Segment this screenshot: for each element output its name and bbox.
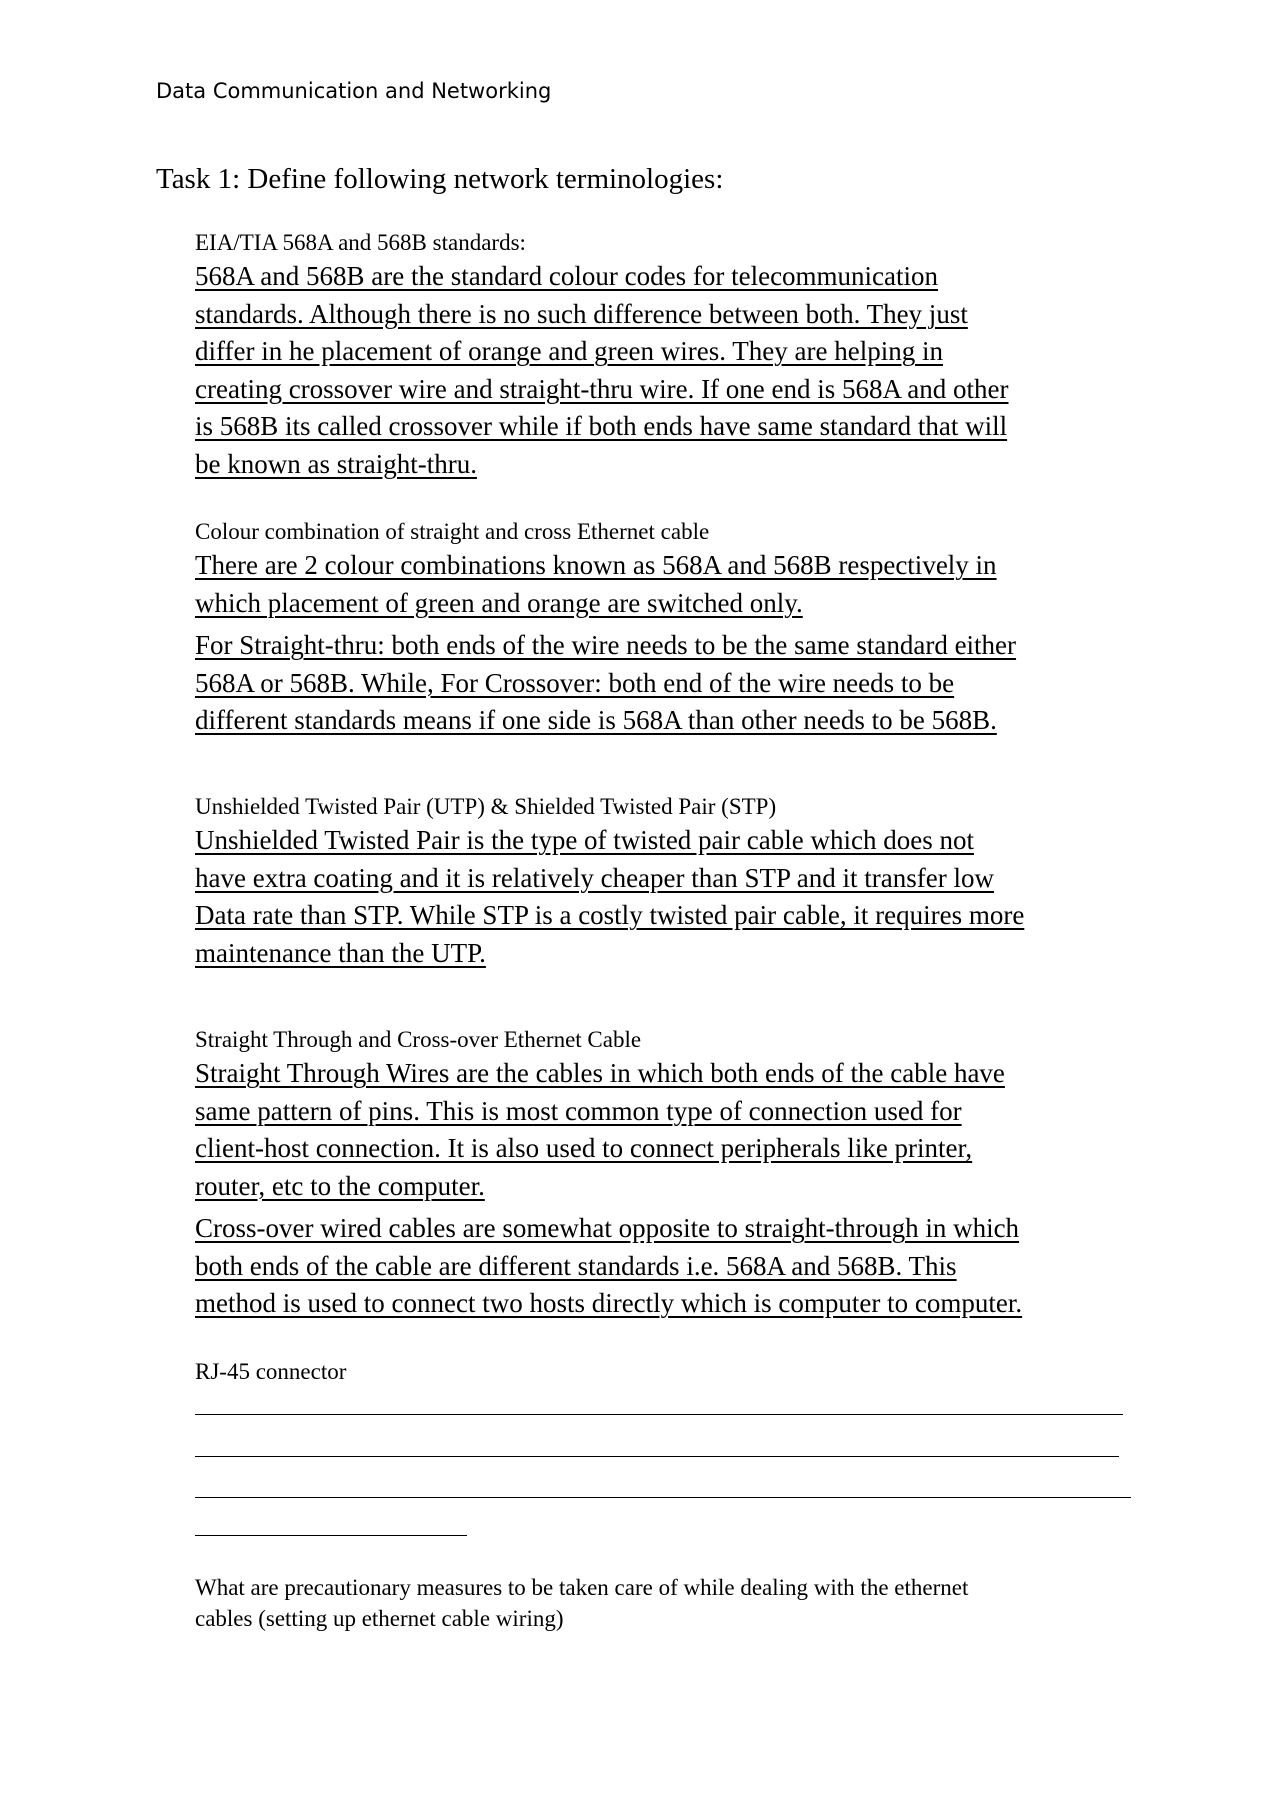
answer-line: is 568B its called crossover while if both ends have same standard that will bbox=[195, 411, 1008, 441]
answer-line: client-host connection. It is also used to connect peripherals like printer, bbox=[195, 1133, 973, 1163]
answer-line: 568A or 568B. While, For Crossover: both end of the wire needs to be bbox=[195, 667, 955, 698]
answer-line: be known as straight-thru. bbox=[195, 448, 477, 479]
answer-line: have extra coating and it is relatively cheaper than STP and it transfer low bbox=[195, 862, 994, 893]
blank-line bbox=[195, 1535, 467, 1536]
section-rj45 bbox=[195, 1357, 1155, 1387]
question-text bbox=[195, 1572, 1155, 1634]
blank-line bbox=[195, 1414, 1123, 1415]
answer-line: same pattern of pins. This is most common type of connection used for bbox=[195, 1095, 962, 1126]
answer-line: Unshielded Twisted Pair is the type of twisted pair cable which does not bbox=[195, 825, 974, 855]
answer-line: There are 2 colour combinations known as 568A and 568B respectively in bbox=[195, 550, 997, 580]
answer-line: router, etc to the computer. bbox=[195, 1170, 485, 1201]
answer-line: standards. Although there is no such difference between both. They just bbox=[195, 298, 968, 329]
answer-line: both ends of the cable are different standards i.e. 568A and 568B. This bbox=[195, 1250, 957, 1281]
answer-line: creating crossover wire and straight-thru wire. If one end is 568A and other bbox=[195, 373, 1009, 404]
section-heading: RJ-45 connector bbox=[195, 1359, 347, 1384]
answer-line: 568A and 568B are the standard colour codes for telecommunication bbox=[195, 261, 939, 291]
section-colour-combination bbox=[195, 517, 1155, 740]
answer-line: Straight Through Wires are the cables in which both ends of the cable have bbox=[195, 1058, 1005, 1088]
answer-line: different standards means if one side is 568A than other needs to be 568B. bbox=[195, 705, 997, 735]
answer-line: maintenance than the UTP. bbox=[195, 937, 486, 968]
question-line: What are precautionary measures to be taken care of while dealing with the ethernet bbox=[195, 1575, 969, 1600]
answer-line: For Straight-thru: both ends of the wire needs to be the same standard either bbox=[195, 630, 1017, 660]
section-utp-stp bbox=[195, 792, 1155, 972]
question-line: cables (setting up ethernet cable wiring) bbox=[195, 1606, 564, 1631]
answer-line: differ in he placement of orange and green wires. They are helping in bbox=[195, 336, 943, 366]
answer-paragraph bbox=[195, 1210, 1155, 1323]
section-heading: Unshielded Twisted Pair (UTP) & Shielded Twisted Pair (STP) bbox=[195, 794, 777, 819]
task-title: Task 1: Define following network terminologies: bbox=[156, 163, 724, 195]
section-568a-568b bbox=[195, 228, 1155, 483]
answer-line: method is used to connect two hosts directly which is computer to computer. bbox=[195, 1288, 1023, 1318]
answer-line: which placement of green and orange are switched only. bbox=[195, 587, 803, 618]
answer-paragraph bbox=[195, 547, 1155, 622]
blank-line bbox=[195, 1497, 1131, 1498]
section-straight-crossover bbox=[195, 1025, 1155, 1323]
page-header: Data Communication and Networking bbox=[156, 79, 552, 103]
blank-line bbox=[195, 1456, 1119, 1457]
section-heading: Colour combination of straight and cross Ethernet cable bbox=[195, 519, 710, 544]
answer-paragraph bbox=[195, 258, 1155, 483]
answer-line: Cross-over wired cables are somewhat opposite to straight-through in which bbox=[195, 1213, 1020, 1243]
answer-paragraph bbox=[195, 1055, 1155, 1205]
section-heading: EIA/TIA 568A and 568B standards: bbox=[195, 230, 526, 255]
answer-paragraph bbox=[195, 822, 1155, 972]
answer-paragraph bbox=[195, 627, 1155, 740]
answer-line: Data rate than STP. While STP is a costly twisted pair cable, it requires more bbox=[195, 900, 1025, 930]
section-heading: Straight Through and Cross-over Ethernet Cable bbox=[195, 1027, 642, 1052]
